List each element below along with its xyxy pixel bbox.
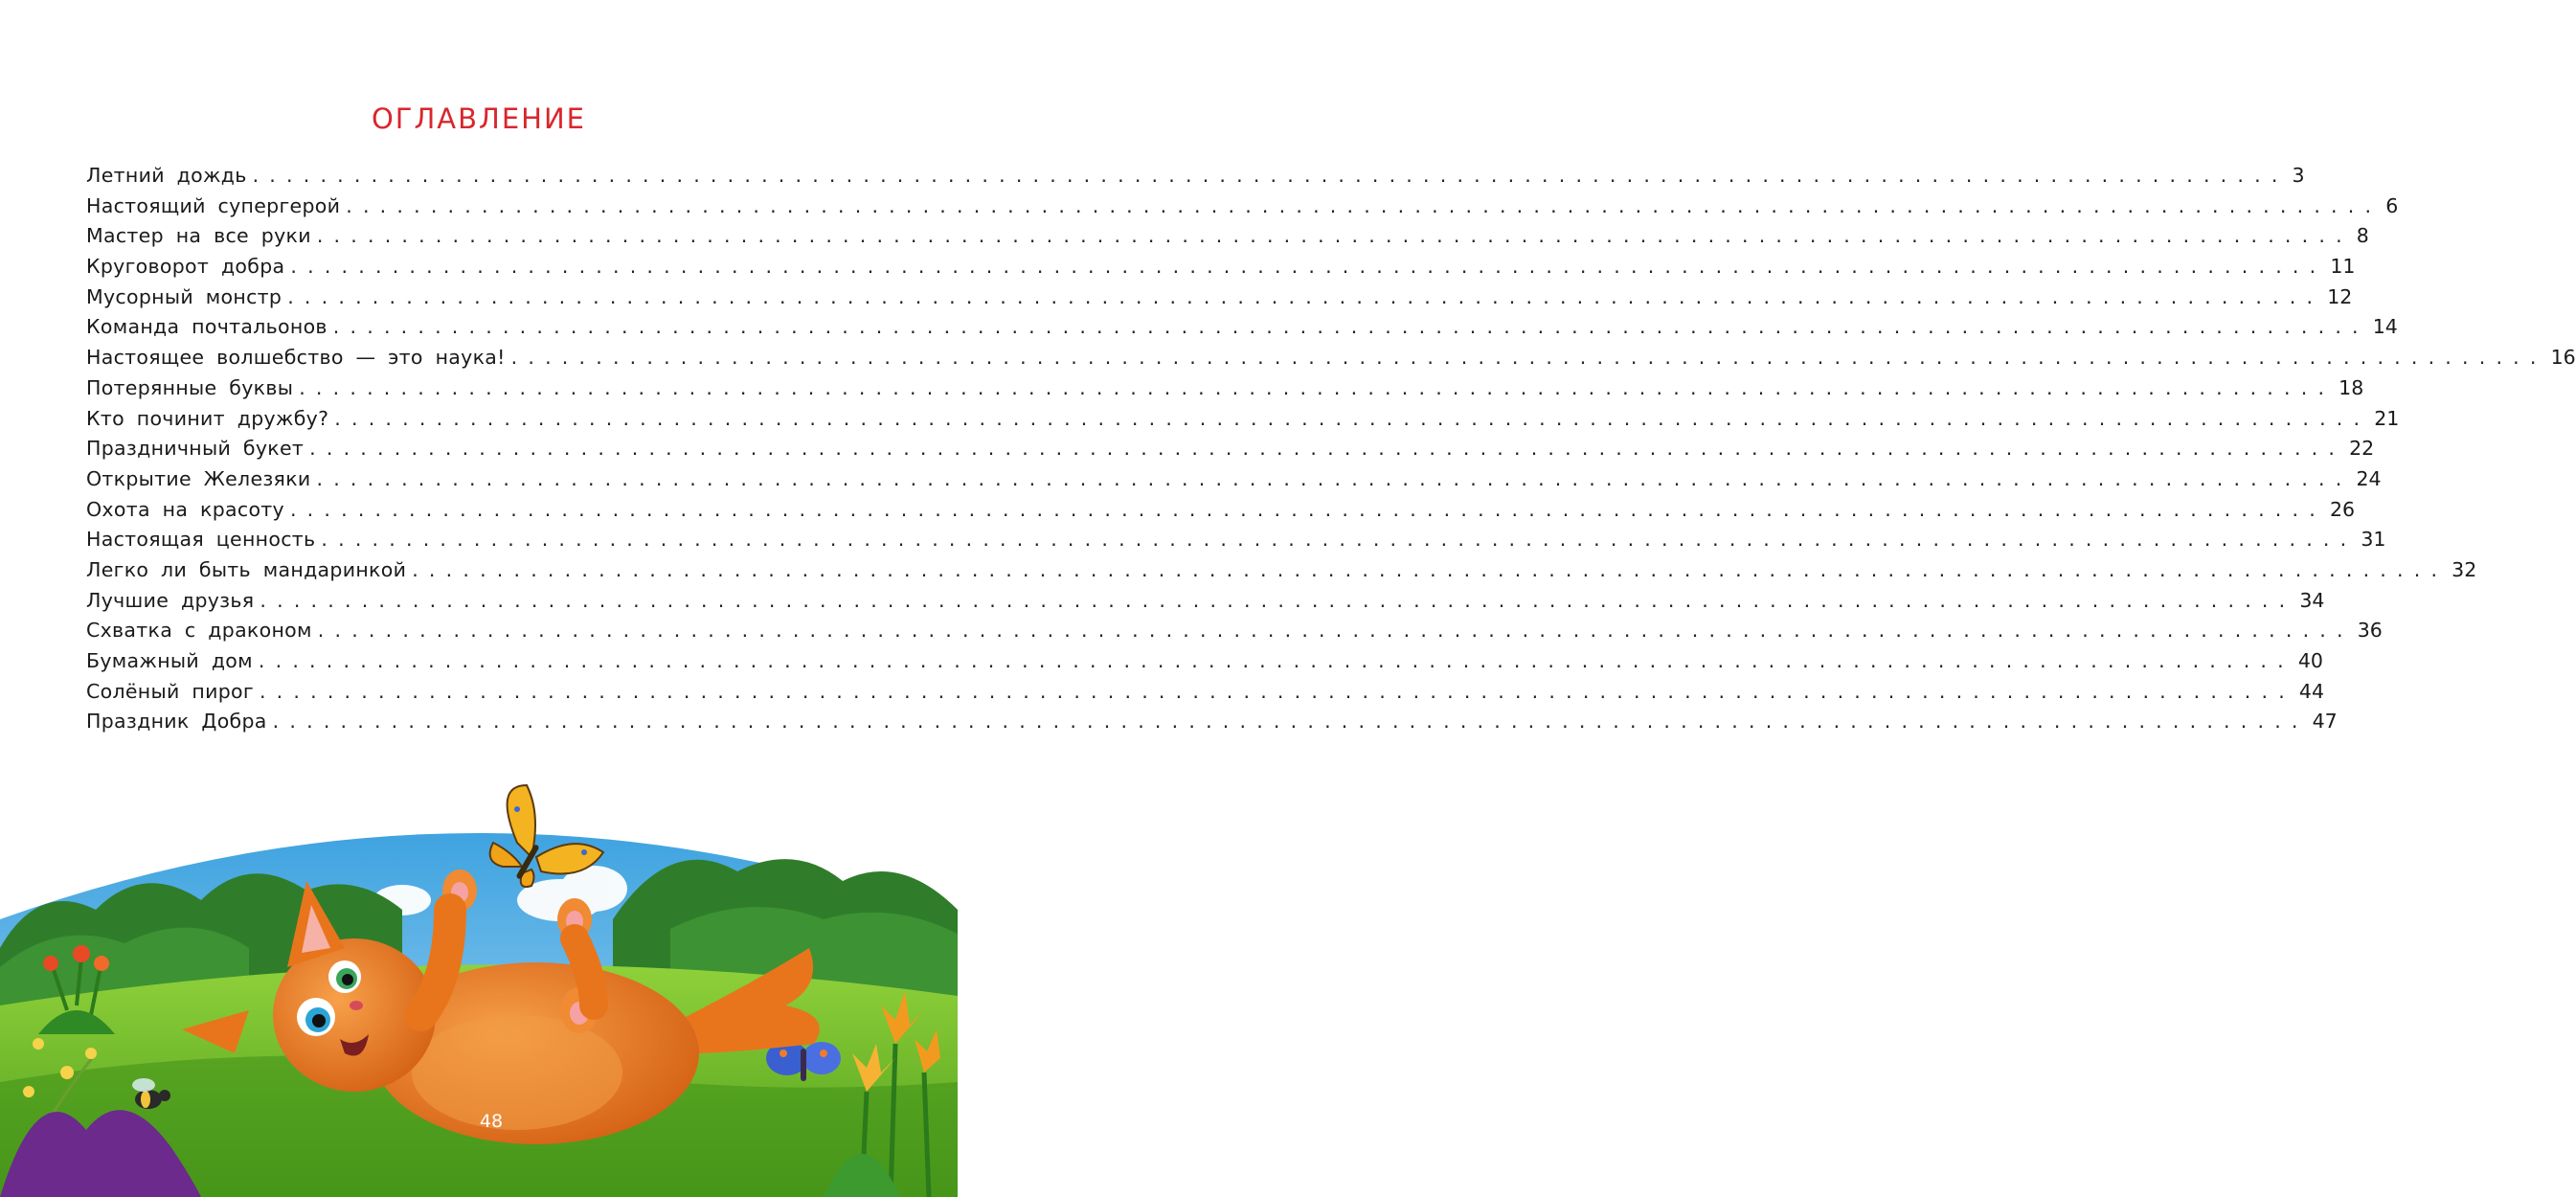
toc-entry-page: 6 (2385, 193, 2399, 217)
toc-entry-title: Круговорот добра (86, 255, 285, 279)
toc-entry[interactable] (86, 375, 2364, 407)
toc-entry-title: Мусорный монстр (86, 284, 282, 308)
dot-leader: ........................................................................................................................ (258, 649, 2294, 672)
toc-entry[interactable] (86, 315, 2398, 346)
toc-entry-page: 24 (2356, 466, 2382, 490)
toc-entry-title: Охота на красоту (86, 497, 284, 521)
toc-entry[interactable] (86, 284, 2353, 316)
toc-entry-page: 11 (2330, 255, 2356, 279)
toc-entry[interactable] (86, 528, 2386, 558)
dot-leader: ........................................................................................................................ (272, 710, 2309, 734)
toc-entry[interactable] (86, 466, 2382, 498)
dot-leader: ........................................................................................................................ (510, 346, 2547, 370)
dot-leader: ........................................................................................................................ (334, 406, 2371, 430)
toc-entry-title: Праздничный букет (86, 437, 305, 461)
toc-entry[interactable] (86, 437, 2375, 467)
toc-entry[interactable] (86, 255, 2356, 285)
toc-entry-page: 36 (2357, 619, 2383, 643)
toc-entry-page: 44 (2298, 679, 2325, 703)
toc-entry-page: 3 (2292, 164, 2305, 187)
toc-entry-page: 26 (2329, 497, 2356, 521)
dot-leader: ........................................................................................................................ (287, 284, 2324, 308)
dot-leader: ........................................................................................................................ (252, 164, 2289, 187)
toc-entry-title: Команда почтальонов (86, 315, 328, 339)
toc-entry-page: 16 (2550, 346, 2576, 370)
toc-entry-title: Настоящая ценность (86, 528, 316, 552)
dot-leader: ........................................................................................................................ (317, 619, 2354, 643)
toc-entry-page: 34 (2299, 588, 2325, 612)
dot-leader: ........................................................................................................................ (290, 255, 2327, 279)
toc-entry-title: Настоящее волшебство — это наука! (86, 346, 506, 370)
toc-entry-page: 18 (2339, 375, 2364, 399)
toc-entry-title: Солёный пирог (86, 679, 254, 703)
toc-entry[interactable] (86, 497, 2356, 529)
toc-entry-title: Бумажный дом (86, 649, 253, 672)
page-number: 48 (479, 1111, 504, 1132)
toc-entry-title: Легко ли быть мандаринкой (86, 557, 407, 581)
dot-leader: ........................................................................................................................ (259, 679, 2295, 703)
toc-entry-title: Потерянные буквы (86, 375, 294, 399)
dot-leader: ........................................................................................................................ (299, 375, 2336, 399)
toc-entry-title: Схватка с драконом (86, 619, 312, 643)
page-title: ОГЛАВЛЕНИЕ (371, 102, 586, 136)
dot-leader: ........................................................................................................................ (316, 224, 2353, 248)
toc-entry-title: Летний дождь (86, 164, 247, 187)
toc-entry[interactable] (86, 619, 2383, 649)
toc-entry[interactable] (86, 406, 2400, 438)
toc-entry-page: 40 (2297, 649, 2323, 672)
toc-entry-page: 31 (2361, 528, 2386, 552)
dot-leader: ........................................................................................................................ (412, 557, 2449, 581)
toc-entry-page: 22 (2349, 437, 2375, 461)
illustration (0, 766, 958, 1197)
toc-entry-page: 32 (2452, 557, 2477, 581)
toc-entry[interactable] (86, 710, 2338, 740)
toc-entry[interactable] (86, 346, 2576, 376)
dot-leader: ........................................................................................................................ (321, 528, 2358, 552)
toc-entry-title: Мастер на все руки (86, 224, 311, 248)
toc-entry-page: 14 (2372, 315, 2398, 339)
toc-entry-page: 8 (2356, 224, 2369, 248)
toc-entry-title: Настоящий супергерой (86, 193, 341, 217)
toc-entry[interactable] (86, 164, 2305, 194)
toc-entry-title: Лучшие друзья (86, 588, 255, 612)
toc-entry-title: Открытие Железяки (86, 466, 311, 490)
toc-entry-page: 47 (2312, 710, 2338, 734)
table-of-contents (86, 164, 2576, 740)
toc-entry[interactable] (86, 193, 2399, 225)
toc-entry-page: 12 (2327, 284, 2353, 308)
toc-entry[interactable] (86, 679, 2325, 711)
toc-entry-page: 21 (2374, 406, 2400, 430)
toc-entry-title: Праздник Добра (86, 710, 267, 734)
dot-leader: ........................................................................................................................ (260, 588, 2296, 612)
toc-entry[interactable] (86, 588, 2325, 620)
toc-entry[interactable] (86, 557, 2477, 589)
toc-entry[interactable] (86, 649, 2323, 680)
dot-leader: ........................................................................................................................ (289, 497, 2326, 521)
dot-leader: ........................................................................................................................ (332, 315, 2369, 339)
toc-entry[interactable] (86, 224, 2369, 255)
dot-leader: ........................................................................................................................ (346, 193, 2383, 217)
dot-leader: ........................................................................................................................ (309, 437, 2346, 461)
toc-entry-title: Кто починит дружбу? (86, 406, 329, 430)
dot-leader: ........................................................................................................................ (316, 466, 2353, 490)
